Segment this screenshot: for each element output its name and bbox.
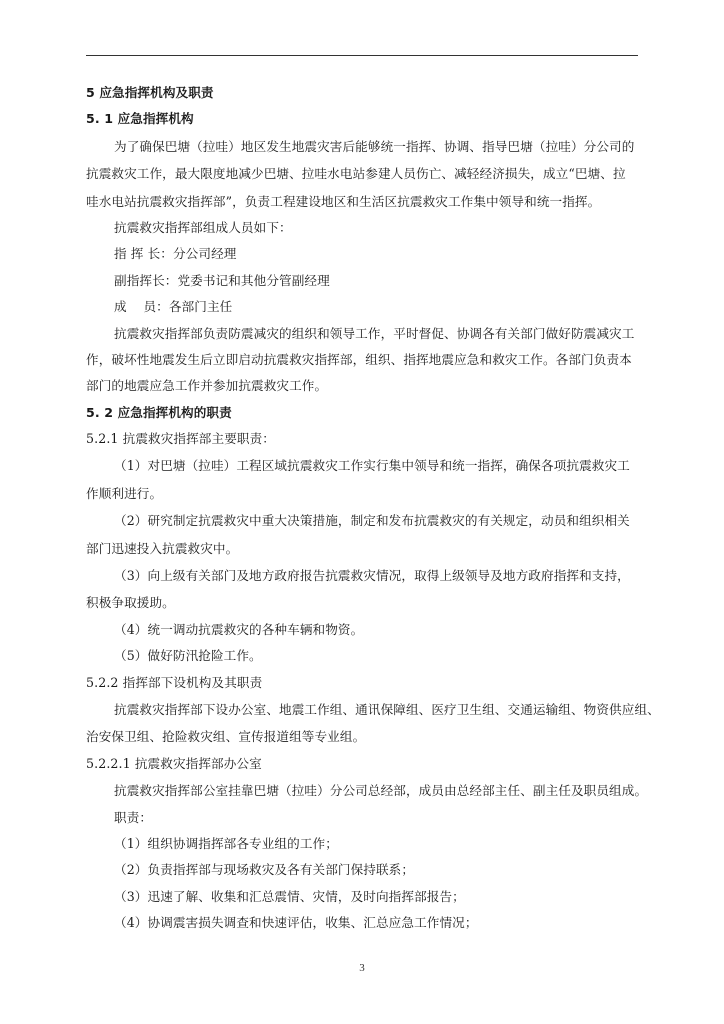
header-rule <box>86 55 638 56</box>
paragraph-line: 抗震救灾指挥部下设办公室、地震工作组、通讯保障组、医疗卫生组、交通运输组、物资供应组、 <box>114 701 660 717</box>
list-item-line: （1）对巴塘（拉哇）工程区域抗震救灾工作实行集中领导和统一指挥，确保各项抗震救灾工 <box>114 458 630 474</box>
page-number: 3 <box>359 962 365 974</box>
subsection-heading-5-2-1: 5.2.1 抗震救灾指挥部主要职责： <box>86 431 275 447</box>
paragraph-line: 抗震救灾工作，最大限度地减少巴塘、拉哇水电站参建人员伤亡、减轻经济损失，成立“巴塘、拉 <box>86 166 626 182</box>
subsection-heading-5-2-2-1: 5.2.2.1 抗震救灾指挥部办公室 <box>86 755 262 771</box>
member-line-deputy: 副指挥长：党委书记和其他分管副经理 <box>114 272 330 288</box>
subsection-heading-5-2-2: 5.2.2 指挥部下设机构及其职责 <box>86 674 263 690</box>
list-item-line: （4）统一调动抗震救灾的各种车辆和物资。 <box>114 621 364 637</box>
list-item-line: 作顺利进行。 <box>86 485 163 501</box>
member-line-commander: 指 挥 长：分公司经理 <box>114 246 237 262</box>
list-item-line: 积极争取援助。 <box>86 595 175 611</box>
list-item-line: （2）负责指挥部与现场救灾及各有关部门保持联系； <box>114 862 415 878</box>
duties-label: 职责： <box>114 809 153 825</box>
paragraph-line: 哇水电站抗震救灾指挥部”，负责工程建设地区和生活区抗震救灾工作集中领导和统一指挥。 <box>86 193 601 209</box>
list-item-line: （3）向上级有关部门及地方政府报告抗震救灾情况，取得上级领导及地方政府指挥和支持， <box>114 568 630 584</box>
paragraph-line: 部门的地震应急工作并参加抗震救灾工作。 <box>86 378 328 394</box>
paragraph-line: 治安保卫组、抢险救灾组、宣传报道组等专业组。 <box>86 729 366 745</box>
list-item-line: （1）组织协调指挥部各专业组的工作； <box>114 835 338 851</box>
document-body <box>86 80 660 937</box>
member-line-members: 成 员：各部门主任 <box>114 299 233 315</box>
paragraph-line: 抗震救灾指挥部公室挂靠巴塘（拉哇）分公司总经部，成员由总经部主任、副主任及职员组成。 <box>114 783 648 799</box>
section-heading-5: 5 应急指挥机构及职责 <box>86 85 214 100</box>
paragraph-line: 作，破坏性地震发生后立即启动抗震救灾指挥部，组织、指挥地震应急和救灾工作。各部门负责本 <box>86 351 632 367</box>
list-item-line: 部门迅速投入抗震救灾中。 <box>86 540 239 556</box>
list-item-line: （5）做好防汛抢险工作。 <box>114 648 262 664</box>
subsection-heading-5-1: 5. 1 应急指挥机构 <box>86 111 194 127</box>
list-item-line: （4）协调震害损失调查和快速评估，收集、汇总应急工作情况； <box>114 915 478 931</box>
subsection-heading-5-2: 5. 2 应急指挥机构的职责 <box>86 404 232 420</box>
list-item-line: （2）研究制定抗震救灾中重大决策措施，制定和发布抗震救灾的有关规定，动员和组织相关 <box>114 513 630 529</box>
paragraph-line: 为了确保巴塘（拉哇）地区发生地震灾害后能够统一指挥、协调、指导巴塘（拉哇）分公司的 <box>114 138 635 154</box>
paragraph-line: 抗震救灾指挥部负责防震减灾的组织和领导工作，平时督促、协调各有关部门做好防震减灾工 <box>114 325 635 341</box>
list-item-line: （3）迅速了解、收集和汇总震情、灾情，及时向指挥部报告； <box>114 888 465 904</box>
paragraph-line: 抗震救灾指挥部组成人员如下： <box>114 219 292 235</box>
